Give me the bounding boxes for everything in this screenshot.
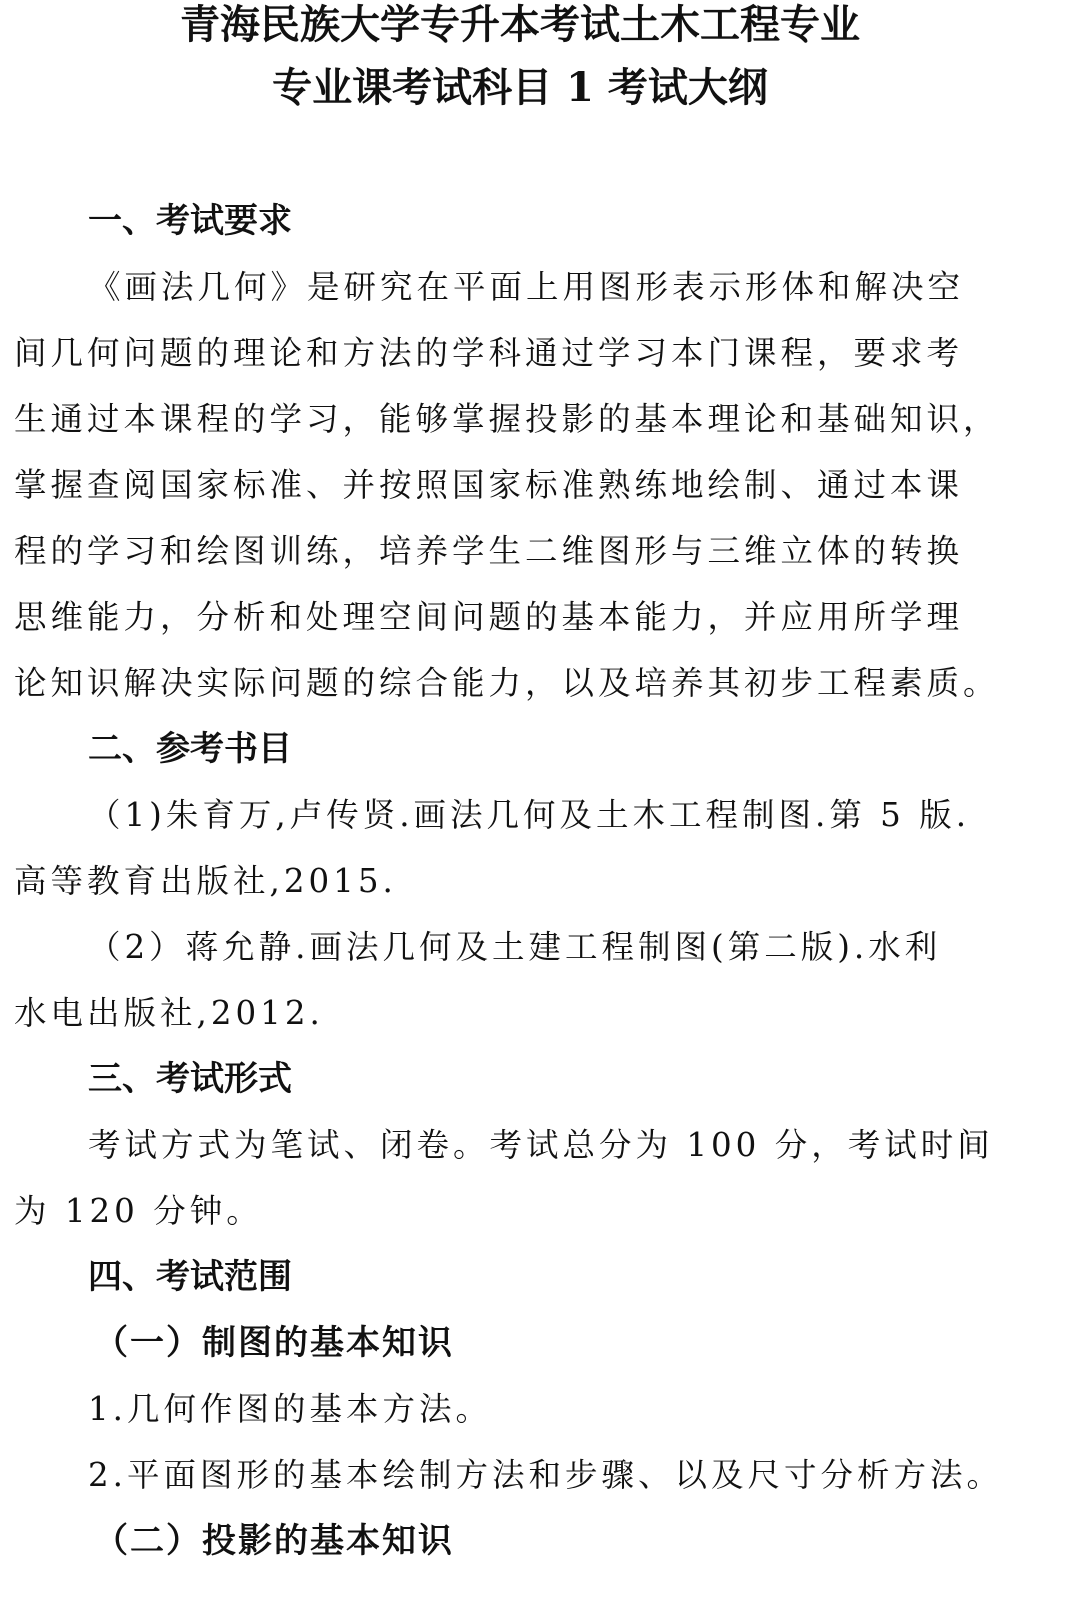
document-title-line-2: 专业课考试科目 1 考试大纲	[272, 64, 768, 111]
subsection-heading-drawing-basics: （一）制图的基本知识	[94, 1323, 454, 1363]
list-item: 2.平面图形的基本绘制方法和步骤、以及尺寸分析方法。	[88, 1456, 1004, 1494]
reference-line: （2）蒋允静.画法几何及土建工程制图(第二版).水利	[88, 928, 942, 966]
subsection-heading-projection-basics: （二）投影的基本知识	[94, 1521, 454, 1561]
paragraph-line: 程的学习和绘图训练，培养学生二维图形与三维立体的转换	[14, 532, 964, 570]
paragraph-line: 间几何问题的理论和方法的学科通过学习本门课程，要求考	[14, 334, 964, 372]
paragraph-line: 为 120 分钟。	[14, 1192, 263, 1230]
list-item: 1.几何作图的基本方法。	[88, 1390, 493, 1428]
reference-line: 高等教育出版社,2015.	[14, 862, 397, 900]
section-heading-exam-scope: 四、考试范围	[88, 1257, 292, 1297]
paragraph-line: 思维能力，分析和处理空间问题的基本能力，并应用所学理	[14, 598, 964, 636]
paragraph-line: 考试方式为笔试、闭卷。考试总分为 100 分，考试时间	[88, 1126, 994, 1164]
document-title-line-1: 青海民族大学专升本考试土木工程专业	[180, 1, 860, 48]
paragraph-line: 《画法几何》是研究在平面上用图形表示形体和解决空	[88, 268, 965, 306]
reference-line: 水电出版社,2012.	[14, 994, 324, 1032]
section-heading-exam-format: 三、考试形式	[88, 1059, 292, 1099]
section-heading-references: 二、参考书目	[88, 729, 292, 769]
paragraph-line: 论知识解决实际问题的综合能力，以及培养其初步工程素质。	[14, 664, 1000, 702]
section-heading-requirements: 一、考试要求	[88, 201, 292, 241]
paragraph-line: 掌握查阅国家标准、并按照国家标准熟练地绘制、通过本课	[14, 466, 964, 504]
paragraph-line: 生通过本课程的学习，能够掌握投影的基本理论和基础知识，	[14, 400, 1000, 438]
reference-line: （1)朱育万,卢传贤.画法几何及土木工程制图.第 5 版.	[88, 796, 971, 834]
